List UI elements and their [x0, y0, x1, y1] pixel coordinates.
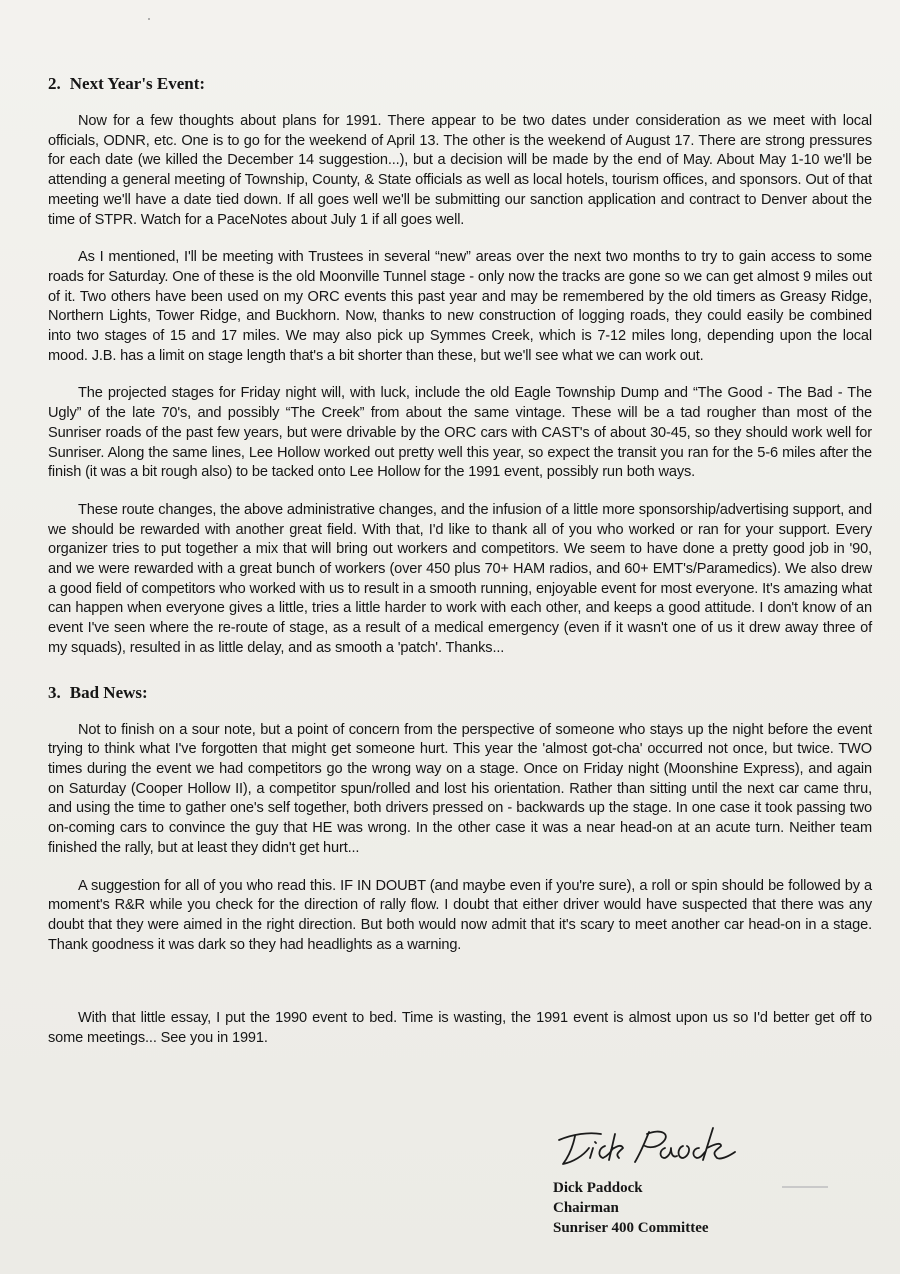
section-title: Next Year's Event: [69, 74, 206, 93]
section-title: Bad News: [69, 682, 148, 702]
section-heading [48, 72, 872, 96]
handwritten-signature [553, 1118, 763, 1172]
signature-text [553, 1178, 763, 1238]
section-heading [48, 681, 872, 705]
signer-name: Dick Paddock [553, 1180, 643, 1196]
section-number: 2. [48, 74, 61, 93]
signature-block [553, 1118, 763, 1238]
paragraph: Not to finish on a sour note, but a point of concern from the perspective of someone who stays up the night before the event trying to think what I've forgotten that might get someone hurt. This year the 'almost got-cha' occurred not once, but twice. TWO times during the event we had competitors go the wrong way on a stage. Once on Friday night (Moonshine Express), and again on Saturday (Cooper Hollow II), a competitor spun/rolled and lost his orientation. Rather than sitting until the next car came thru, and using the time to gather one's self together, both drivers pressed on - backwards up the stage. In one case it took passing two on-coming cars to convince the guy that HE was wrong. In the other case it was a near head-on at an acute turn. Neither team finished the rally, but at least they didn't get hurt... [48, 721, 872, 856]
paragraph: As I mentioned, I'll be meeting with Trustees in several “new” areas over the next two months to try to gain access to some roads for Saturday. One of these is the old Moonville Tunnel stage - only now the tracks are gone so we can get almost 9 miles out of it. Two others have been used on my ORC events this past year and may be remembered by the old timers as Greasy Ridge, Northern Lights, Tower Ridge, and Buckhorn. Now, thanks to new construction of logging roads, they could easily be combined into two stages of 15 and 17 miles. We may also pick up Symmes Creek, which is 7-12 miles long, depending upon the local mood. J.B. has a limit on stage length that's a bit shorter than these, but we'll see what we can work out. [48, 249, 872, 364]
section-bad-news [48, 681, 872, 956]
paragraph: The projected stages for Friday night will, with luck, include the old Eagle Township Dump and “The Good - The Bad - The Ugly” of the late 70's, and possibly “The Creek” from about the same vintage. These will be a tad rougher than most of the Sunriser roads of the past few years, but were drivable by the ORC cars with CAST's of about 30-45, so they should work well for Sunriser. Along the same lines, Lee Hollow worked out pretty well this year, so expect the transit you ran for the 5-6 miles after the finish (it was a bit rough also) to be tacked onto Lee Hollow for the 1991 event, possibly run both ways. [48, 385, 872, 481]
closing-paragraph: With that little essay, I put the 1990 event to bed. Time is wasting, the 1991 event is almost upon us so I'd better get off to some meetings... See you in 1991. [48, 1010, 872, 1047]
scan-speck [148, 18, 150, 20]
paragraph: These route changes, the above administrative changes, and the infusion of a little more sponsorship/advertising support, and we should be rewarded with another great field. With that, I'd like to thank all of you who worked or ran for your support. Every organizer tries to put together a mix that will bring out workers and competitors. We seem to have done a pretty good job in '90, and we were rewarded with a great bunch of workers (over 450 plus 70+ HAM radios, and 60+ EMT's/Paramedics). We also drew a good field of competitors who worked with us to result in a smooth running, enjoyable event for most everyone. It's amazing what can happen when everyone gives a little, tries a little harder to work with each other, and keeps a good attitude. I don't know of an event I've seen where the re-route of stage, as a result of a medical emergency (even if it wasn't one of us it drew away three of my squads), resulted in as little delay, and as smooth a 'patch'. Thanks... [48, 501, 872, 656]
signer-committee: Sunriser 400 Committee [553, 1220, 709, 1236]
scan-streak [782, 1186, 828, 1188]
section-number: 3. [48, 682, 61, 702]
section-next-years-event [48, 72, 872, 659]
paragraph: A suggestion for all of you who read this. IF IN DOUBT (and maybe even if you're sure), a roll or spin should be followed by a moment's R&R while you check for the direction of rally flow. I doubt that either driver would have suspected that there was any doubt that they were aimed in the right direction. But both would now admit that it's scary to meet another car head-on in a stage. Thank goodness it was dark so they had headlights as a warning. [48, 877, 872, 953]
paragraph: Now for a few thoughts about plans for 1991. There appear to be two dates under consideration as we meet with local officials, ODNR, etc. One is to go for the weekend of April 13. The other is the weekend of August 17. There are strong pressures for each date (we killed the December 14 suggestion...), but a decision will be made by the end of May. About May 1-10 we'll be attending a general meeting of Township, County, & State officials as well as local hotels, tourism offices, and sponsors. Out of that meeting we'll have a date tied down. If all goes well we'll be submitting our sanction application and contract to Denver about the time of STPR. Watch for a PaceNotes about July 1 if all goes well. [48, 113, 872, 228]
signer-title: Chairman [553, 1200, 619, 1216]
